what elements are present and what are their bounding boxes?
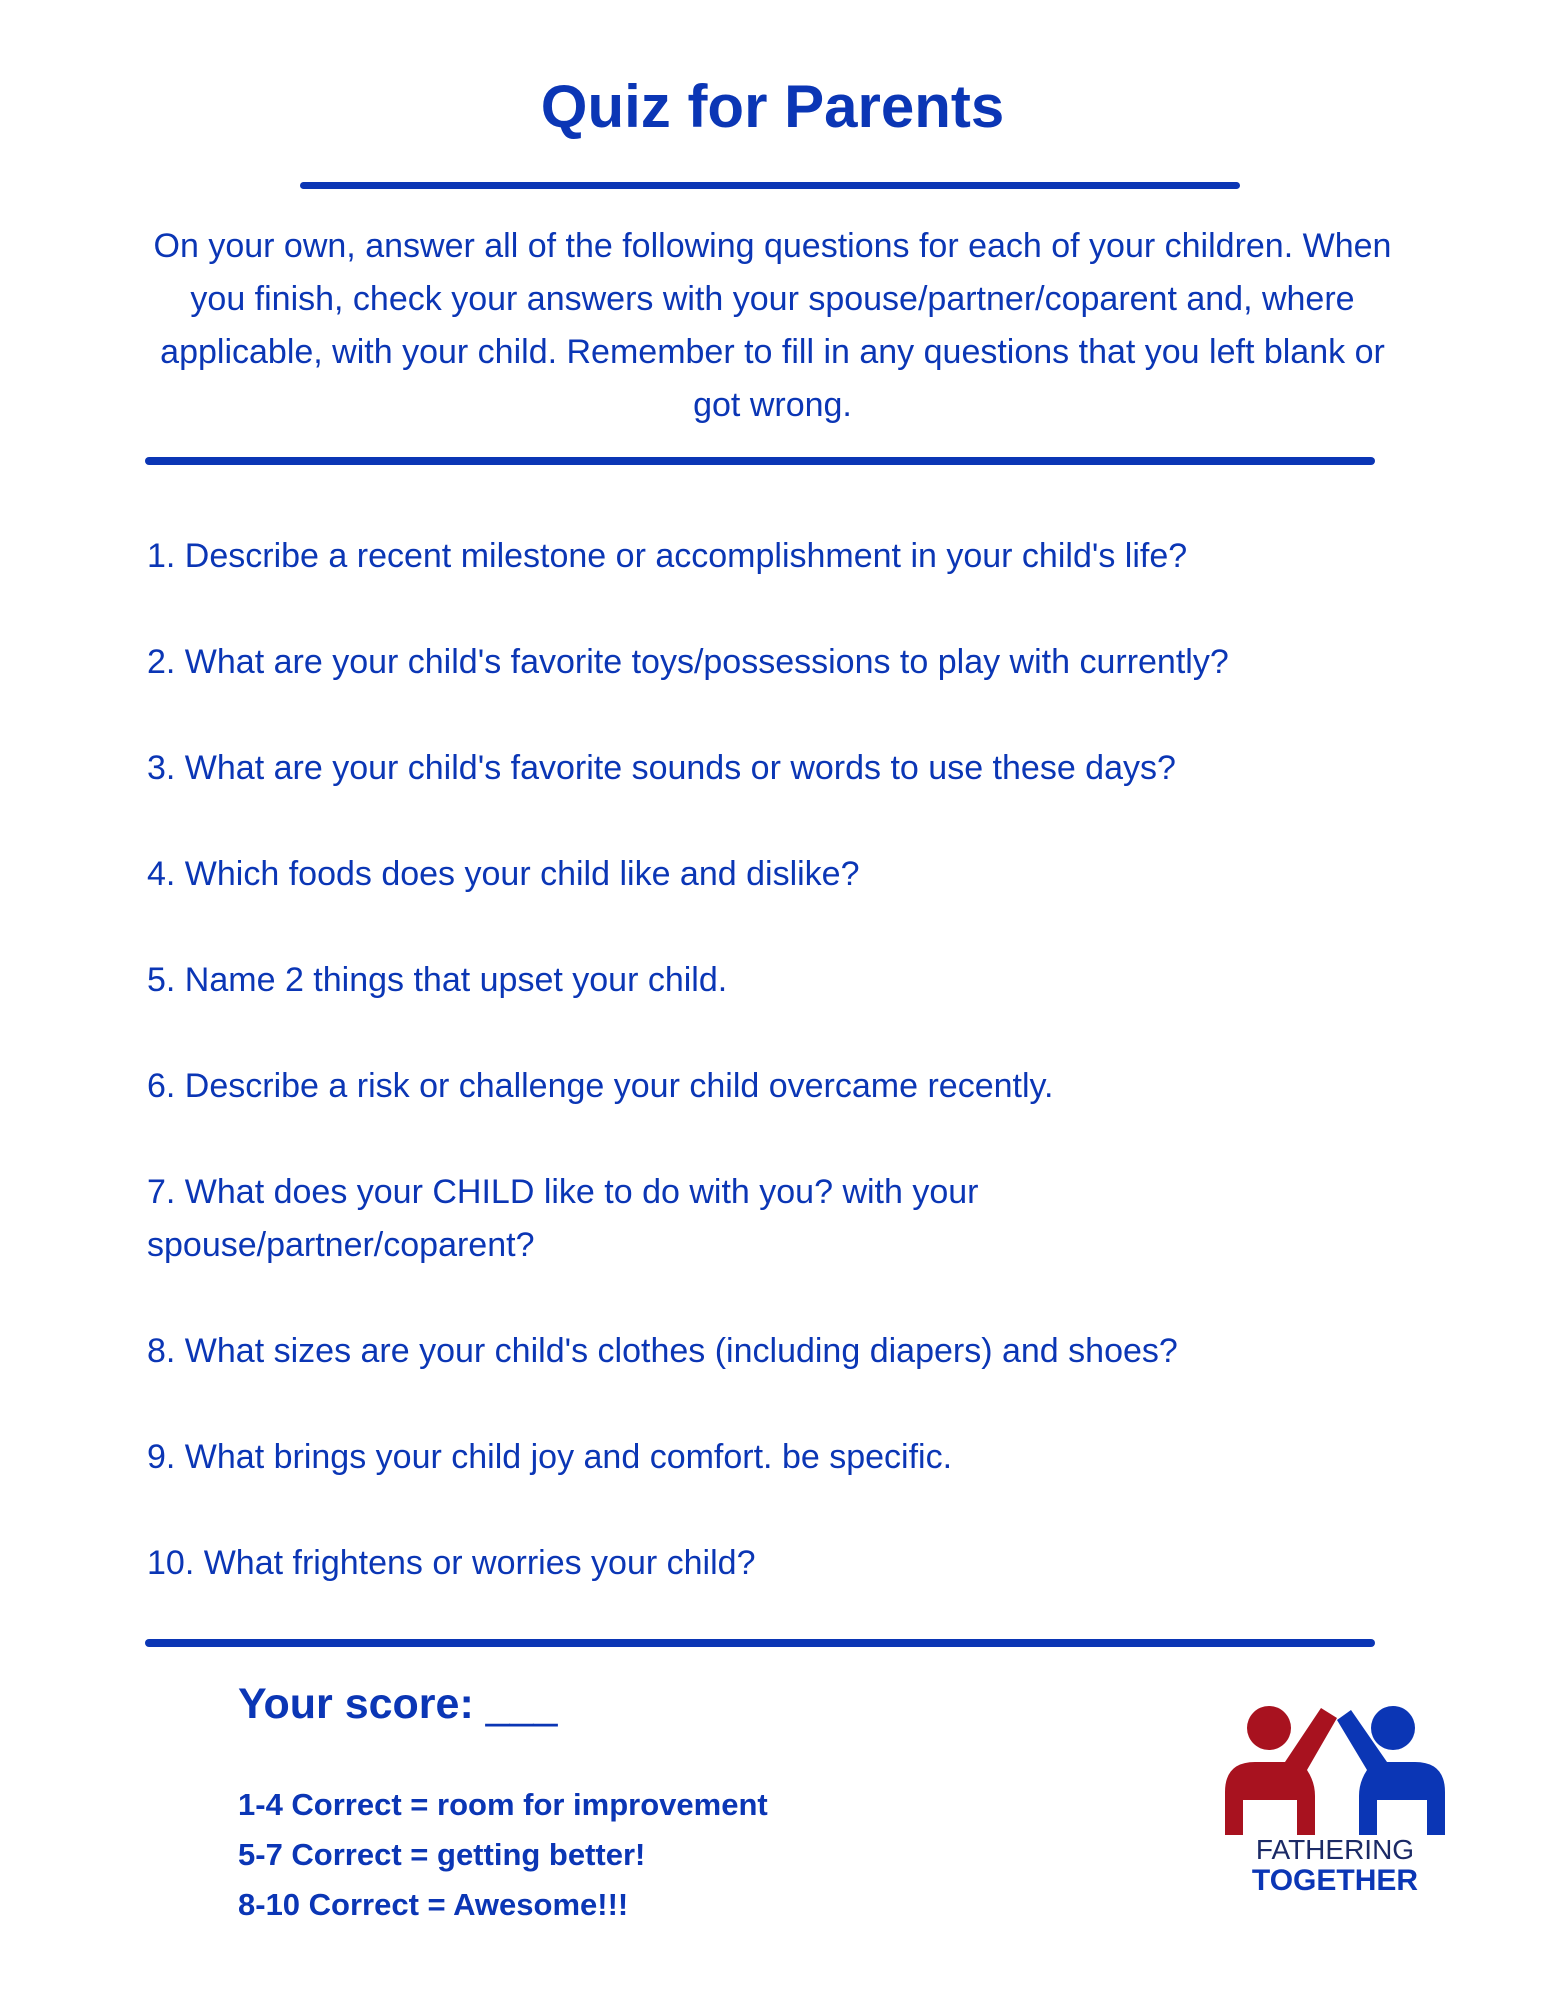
scale-item-mid: 5-7 Correct = getting better! xyxy=(238,1837,646,1872)
score-label: Your score: xyxy=(238,1680,474,1728)
title-divider xyxy=(300,182,1240,189)
logo-text-fathering: FATHERING xyxy=(1255,1834,1415,1865)
question-6: 6. Describe a risk or challenge your child overcame recently. xyxy=(147,1067,1054,1105)
question-9: 9. What brings your child joy and comfort. be specific. xyxy=(147,1438,953,1476)
questions-divider xyxy=(145,1639,1375,1647)
question-10: 10. What frightens or worries your child? xyxy=(147,1544,756,1582)
question-2: 2. What are your child's favorite toys/possessions to play with currently? xyxy=(147,643,1229,681)
scale-item-low: 1-4 Correct = room for improvement xyxy=(238,1787,768,1822)
question-5: 5. Name 2 things that upset your child. xyxy=(147,961,728,999)
score-scale xyxy=(238,1780,768,1930)
logo-text-together: TOGETHER xyxy=(1251,1864,1419,1897)
question-3: 3. What are your child's favorite sounds or words to use these days? xyxy=(147,749,1176,787)
intro-paragraph: On your own, answer all of the following questions for each of your children. When you finish, check your answers with your spouse/partner/coparent and, where applicable, with your child. Remember to fill in any questions that you left blank or got wrong. xyxy=(153,227,1392,424)
question-1: 1. Describe a recent milestone or accomplishment in your child's life? xyxy=(147,537,1188,575)
score-blank: ___ xyxy=(485,1680,558,1728)
high-five-figures-icon xyxy=(1215,1700,1455,1835)
question-7: 7. What does your CHILD like to do with you? with your spouse/partner/coparent? xyxy=(147,1173,979,1264)
score-line xyxy=(238,1680,557,1729)
question-4: 4. Which foods does your child like and dislike? xyxy=(147,855,860,893)
scale-item-high: 8-10 Correct = Awesome!!! xyxy=(238,1887,629,1922)
page-title: Quiz for Parents xyxy=(540,73,1005,140)
fathering-together-logo xyxy=(1215,1700,1455,1910)
intro-divider xyxy=(145,457,1375,465)
question-list xyxy=(147,530,1407,1643)
question-8: 8. What sizes are your child's clothes (including diapers) and shoes? xyxy=(147,1332,1178,1370)
